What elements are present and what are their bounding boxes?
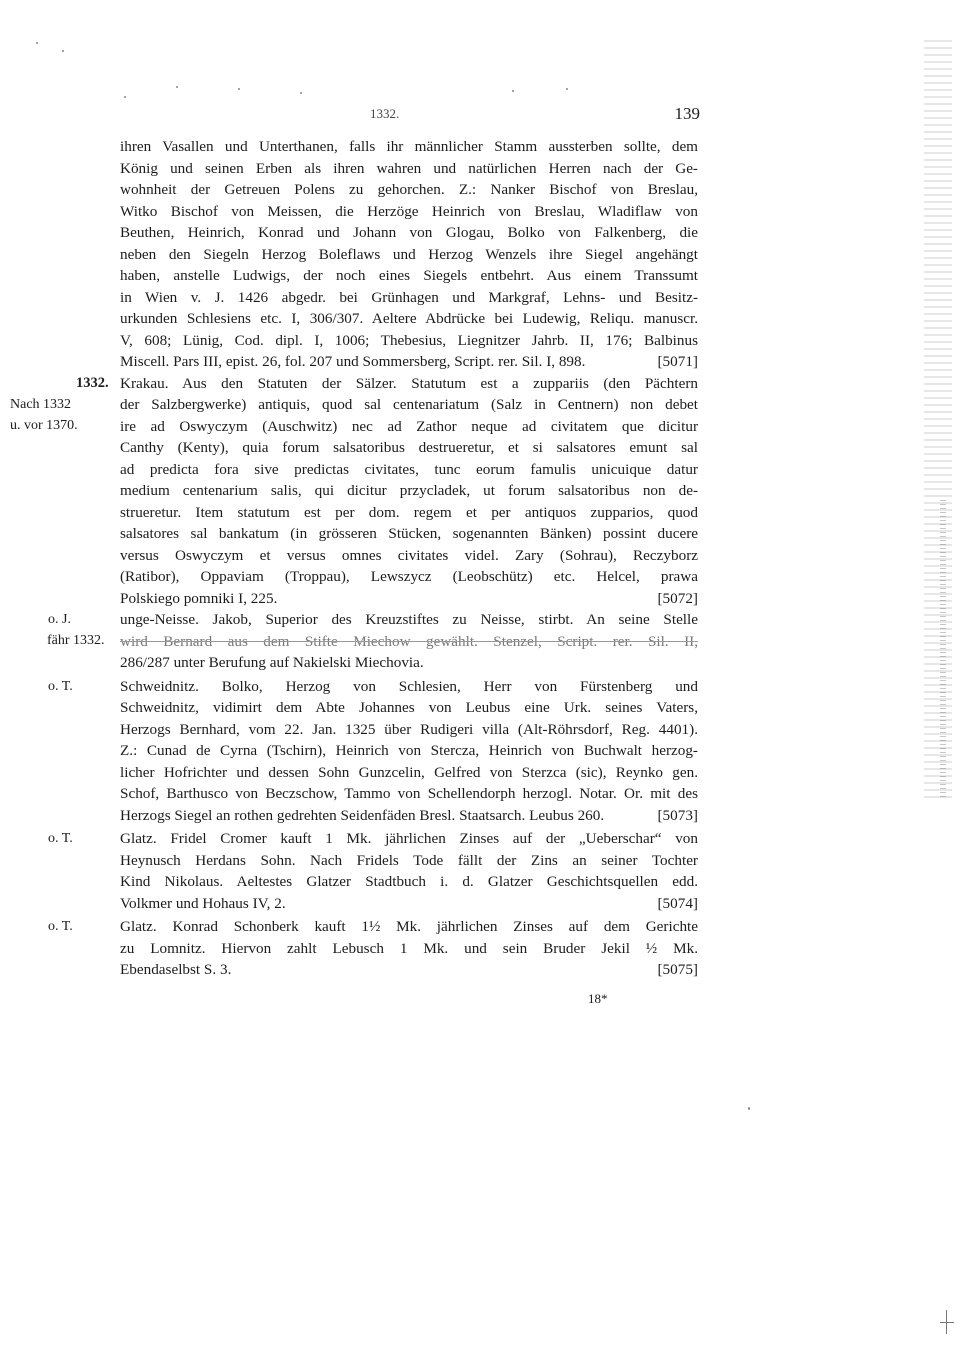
entry-reference-number: [5073] <box>657 806 698 824</box>
entry-date: o. J. <box>48 612 71 627</box>
entry-continuation <box>120 136 698 373</box>
text-line <box>120 959 698 981</box>
scan-speck <box>566 88 568 90</box>
body-text <box>10 136 698 981</box>
text-line: Schof, Barthusco von Beczschow, Tammo von Schellendorph herzogl. Notar. Or. mit des <box>120 785 698 802</box>
entry-struck <box>47 609 698 674</box>
text-line: Schweidnitz, vidimirt dem Abte Johannes von Leubus eine Urk. seines Vaters, <box>120 699 698 716</box>
text-line: in Wien v. J. 1426 abgedr. bei Grünhagen und Markgraf, Lehns- und Besitz- <box>120 288 698 306</box>
text-line: Kind Nikolaus. Aeltestes Glatzer Stadtbuch i. d. Glatzer Geschichtsquellen edd. <box>120 873 698 890</box>
text-line <box>120 351 698 373</box>
text-line: zu Lomnitz. Hiervon zahlt Lebusch 1 Mk. und sein Bruder Jekil ½ Mk. <box>120 939 698 957</box>
entry-reference-number: [5072] <box>657 589 698 607</box>
page-number: 139 <box>674 104 700 123</box>
scan-speck <box>36 42 38 44</box>
entry-date: o. T. <box>48 678 73 694</box>
text-line <box>120 588 698 610</box>
text-line: wohnheit der Getreuen Polens zu gehorchen. Z.: Nanker Bischof von Breslau, <box>120 181 698 198</box>
signature-mark: 18* <box>588 991 608 1006</box>
scan-speck <box>238 88 240 90</box>
text-line: Krakau. Aus den Statuten der Sälzer. Statutum est a zuppariis (den Pächtern <box>120 374 698 392</box>
entry-reference-number: [5075] <box>657 961 698 978</box>
entry-5074 <box>48 828 698 914</box>
text-line: (Ratibor), Oppaviam (Troppau), Lewszycz (Leobschütz) etc. Helcel, prawa <box>120 568 698 585</box>
entry-reference-number: [5071] <box>657 353 698 370</box>
text-line: Glatz. Konrad Schonberk kauft 1½ Mk. jährlichen Zinses auf dem Gerichte <box>120 918 698 935</box>
scan-speck <box>748 1107 750 1110</box>
scan-edge-noise <box>924 40 952 800</box>
text-line: Z.: Cunad de Cyrna (Tschirn), Heinrich von Stercza, Heinrich von Buchwalt herzog- <box>120 742 698 759</box>
entry-reference-number: [5074] <box>657 894 698 912</box>
text-line: der Salzbergwerke) antiquis, quod sal centenariatum (Salz in Centnern) non debet <box>120 396 698 413</box>
text-line: 286/287 unter Berufung auf Nakielski Miechovia. <box>120 654 424 671</box>
text-line: versus Oswyczym et versus omnes civitates videl. Zary (Sohrau), Reczyborz <box>120 546 698 564</box>
text-line: Glatz. Fridel Cromer kauft 1 Mk. jährlichen Zinses auf der „Ueberschar“ von <box>120 830 698 847</box>
text-line: ihren Vasallen und Unterthanen, falls ihr männlicher Stamm aussterben sollte, dem <box>120 138 698 155</box>
scan-speck <box>176 86 178 88</box>
text-line: medium centenarium salis, qui dicitur przycladek, ut forum salsatoribus non de- <box>120 482 698 499</box>
text-line: Beuthen, Heinrich, Konrad und Johann von Glogau, Bolko von Falkenberg, die <box>120 224 698 241</box>
margin-note: u. vor 1370. <box>10 417 78 433</box>
text-line: Herzogs Bernhard, vom 22. Jan. 1325 über Rudigeri villa (Alt-Röhrsdorf, Reg. 4401). <box>120 720 698 738</box>
text-line: Canthy (Kenty), quia forum salsatoribus destrueretur, et si salsatores emunt sal <box>120 439 698 456</box>
text-line: Schweidnitz. Bolko, Herzog von Schlesien, Herr von Fürstenberg und <box>120 677 698 695</box>
running-head <box>120 104 700 126</box>
scan-edge-noise-dark <box>940 500 946 800</box>
text-line: ad predicta fora sive predictas civitates, tunc eorum famulis unicuique datur <box>120 460 698 478</box>
struck-text-line: wird Bernard aus dem Stifte Miechow gewählt. Stenzel, Script. rer. Sil. II, <box>120 632 698 650</box>
text-line-content: Herzogs Siegel an rothen gedrehten Seidenfäden Bresl. Staatsarch. Leubus 260. <box>120 806 605 824</box>
text-line: V, 608; Lünig, Cod. dipl. I, 1006; Thebesius, Liegnitzer Jahrb. II, 176; Balbinus <box>120 331 698 349</box>
text-line-content: Polskiego pomniki I, 225. <box>120 589 278 607</box>
running-head-year: 1332. <box>370 106 400 121</box>
text-line <box>120 893 698 915</box>
text-line: neben den Siegeln Herzog Boleflaws und Herzog Wenzels ihre Siegel angehängt <box>120 245 698 263</box>
scan-speck <box>124 96 126 98</box>
text-line: licher Hofrichter und dessen Sohn Gunzcelin, Gelfred von Sterzca (sic), Reynko gen. <box>120 763 698 781</box>
text-line: strueretur. Item statutum est per dom. regem et per antiquos zupparios, quod <box>120 503 698 521</box>
text-line: urkunden Schlesiens etc. I, 306/307. Aeltere Abdrücke bei Ludewig, Reliqu. manuscr. <box>120 310 698 327</box>
text-line <box>120 805 698 827</box>
entry-date: 1332. <box>76 374 109 391</box>
text-line: König und seinen Erben als ihren wahren und natürlichen Herren nach der Ge- <box>120 159 698 177</box>
text-line-content: Miscell. Pars III, epist. 26, fol. 207 und Sommersberg, Script. rer. Sil. I, 898. <box>120 353 586 370</box>
text-line: unge-Neisse. Jakob, Superior des Kreuzstiftes zu Neisse, stirbt. An seine Stelle <box>120 611 698 628</box>
text-line: ire ad Oswyczym (Auschwitz) nec ad Zathor neque ad civitatem que dicitur <box>120 417 698 435</box>
scan-mark <box>946 1310 947 1334</box>
entry-5072 <box>10 373 698 610</box>
margin-note: fähr 1332. <box>47 633 105 648</box>
entry-date: o. T. <box>48 831 73 846</box>
entry-5073 <box>48 676 698 827</box>
scan-mark <box>940 1322 954 1323</box>
text-line: salsatores sal bankatum (in grösseren Stücken, sogenannten Bänken) possint ducere <box>120 525 698 542</box>
text-line-content: Ebendaselbst S. 3. <box>120 961 232 978</box>
margin-note: Nach 1332 <box>10 396 72 412</box>
scan-speck <box>300 92 302 94</box>
scan-speck <box>62 50 64 52</box>
text-line: Witko Bischof von Meissen, die Herzöge Heinrich von Breslau, Wladiflaw von <box>120 202 698 220</box>
entry-date: o. T. <box>48 919 73 934</box>
text-line-content: Volkmer und Hohaus IV, 2. <box>120 894 286 912</box>
text-line: Heynusch Herdans Sohn. Nach Fridels Tode fällt der Zins an seiner Tochter <box>120 851 698 869</box>
text-line: haben, anstelle Ludwigs, der noch eines Siegels entbehrt. Aus einem Transsumt <box>120 267 698 284</box>
entry-5075 <box>48 916 698 981</box>
scan-speck <box>512 90 514 92</box>
